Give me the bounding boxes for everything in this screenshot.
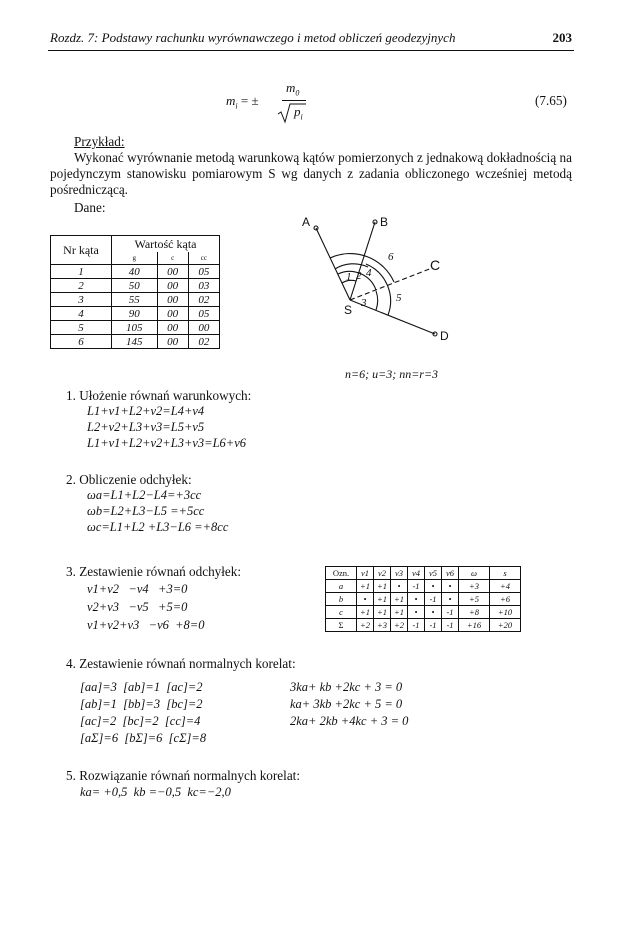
angles-table <box>50 235 220 349</box>
step-4-right-line: 2ka+ 2kb +4kc + 3 = 0 <box>290 714 409 728</box>
table-row: a +1 +1 • -1 • • +3 +4 <box>326 580 521 593</box>
running-title: Rozdz. 7: Podstawy rachunku wyrównawczego i metod obliczeń geodezyjnych <box>50 30 456 45</box>
step-3-line: v1+v2 −v4 +3=0 <box>87 582 188 596</box>
line-SA <box>316 228 350 300</box>
step-3-line: v1+v2+v3 −v6 +8=0 <box>87 618 205 632</box>
col-nr-header: Nr kąta <box>51 236 112 265</box>
angle-label-2: 2 <box>356 270 362 282</box>
running-header <box>50 30 572 46</box>
ozn-table: Ozn. v1 v2 v3 v4 v5 v6 ω s a +1 +1 • -1 • • +3 +4 b • +1 +1 • -1 • +5 +6 c +1 +1 +1 • • -1 +8 +10 Σ +2 +3 +2 -1 -1 -1 +16 +20 <box>325 566 521 632</box>
step-1-line: L1+v1+L2+v2=L4+v4 <box>87 404 205 418</box>
step-5-title: 5. Rozwiązanie równań normalnych korelat: <box>66 768 300 783</box>
arc-4 <box>335 264 368 269</box>
col-value-header: Wartość kąta <box>112 236 220 253</box>
step-2-line: ωa=L1+L2−L4=+3cc <box>87 488 202 502</box>
sqrt-symbol <box>276 102 308 124</box>
line-SC <box>350 268 432 300</box>
label-B: B <box>380 215 389 229</box>
fraction-bar <box>282 100 306 101</box>
arc-3 <box>376 291 378 310</box>
ozn-header-cell: Ozn. <box>326 567 357 580</box>
step-4-left-line: [aa]=3 [ab]=1 [ac]=2 <box>80 680 203 694</box>
formula-lhs: $m_i$ = ± <box>226 93 259 111</box>
line-SB <box>350 222 375 300</box>
table-row: 4 90 00 05 <box>51 307 220 321</box>
angle-label-1: 1 <box>346 271 352 283</box>
angle-label-6: 6 <box>388 251 394 263</box>
angle-label-4: 4 <box>366 267 372 279</box>
step-4-left-line: [aΣ]=6 [bΣ]=6 [cΣ]=8 <box>80 731 207 745</box>
step-4-right-line: 3ka+ kb +2kc + 3 = 0 <box>290 680 403 694</box>
angle-label-5: 5 <box>396 292 402 304</box>
label-D: D <box>440 329 449 343</box>
table-row: 1 40 00 05 <box>51 265 220 279</box>
step-3-title: 3. Zestawienie równań odchyłek: <box>66 564 242 579</box>
station-diagram <box>290 208 470 358</box>
step-1-title: 1. Ułożenie równań warunkowych: <box>66 388 252 403</box>
label-A: A <box>302 215 311 229</box>
step-4-right-line: ka+ 3kb +2kc + 5 = 0 <box>290 697 403 711</box>
table-row: 6 145 00 02 <box>51 335 220 349</box>
unit-cc: cc <box>188 252 219 265</box>
step-2-line: ωc=L1+L2 +L3−L6 =+8cc <box>87 520 229 534</box>
unit-g: g <box>112 252 158 265</box>
table-row: 2 50 00 03 <box>51 279 220 293</box>
step-2-title: 2. Obliczenie odchyłek: <box>66 472 192 487</box>
step-4-left-line: [ac]=2 [bc]=2 [cc]=4 <box>80 714 201 728</box>
formula-denominator: $p_i$ <box>294 104 303 122</box>
header-rule <box>48 50 574 51</box>
table-row: 5 105 00 00 <box>51 321 220 335</box>
step-1-line: L2+v2+L3+v3=L5+v5 <box>87 420 205 434</box>
step-4-left-line: [ab]=1 [bb]=3 [bc]=2 <box>80 697 203 711</box>
step-1-line: L1+v1+L2+v2+L3+v3=L6+v6 <box>87 436 247 450</box>
label-C: C <box>430 257 441 273</box>
table-row: c +1 +1 +1 • • -1 +8 +10 <box>326 606 521 619</box>
angle-label-3: 3 <box>361 297 367 309</box>
page-number: 203 <box>552 30 572 45</box>
equation-number: (7.65) <box>535 93 567 108</box>
label-S: S <box>344 303 353 317</box>
formula-numerator: $m_0$ <box>286 80 300 98</box>
diagram-caption: n=6; u=3; nn=r=3 <box>345 367 439 381</box>
example-text: Wykonać wyrównanie metodą warunkową kątów pomierzonych z jednakową dokładnością na pojedynczym stanowisku pomiarowym S wg danych z zadania obliczonego wcześniej metodą pośredniczącą. <box>50 150 572 197</box>
table-row: Σ +2 +3 +2 -1 -1 -1 +16 +20 <box>326 619 521 632</box>
step-5-line: ka= +0,5 kb =−0,5 kc=−2,0 <box>80 785 231 799</box>
example-heading: Przykład: <box>74 134 125 149</box>
step-3-line: v2+v3 −v5 +5=0 <box>87 600 188 614</box>
step-4-title: 4. Zestawienie równań normalnych korelat: <box>66 656 296 671</box>
table-row: 3 55 00 02 <box>51 293 220 307</box>
unit-c: c <box>157 252 188 265</box>
step-2-line: ωb=L2+L3−L5 =+5cc <box>87 504 205 518</box>
table-row: b • +1 +1 • -1 • +5 +6 <box>326 593 521 606</box>
given-label: Dane: <box>74 200 106 215</box>
